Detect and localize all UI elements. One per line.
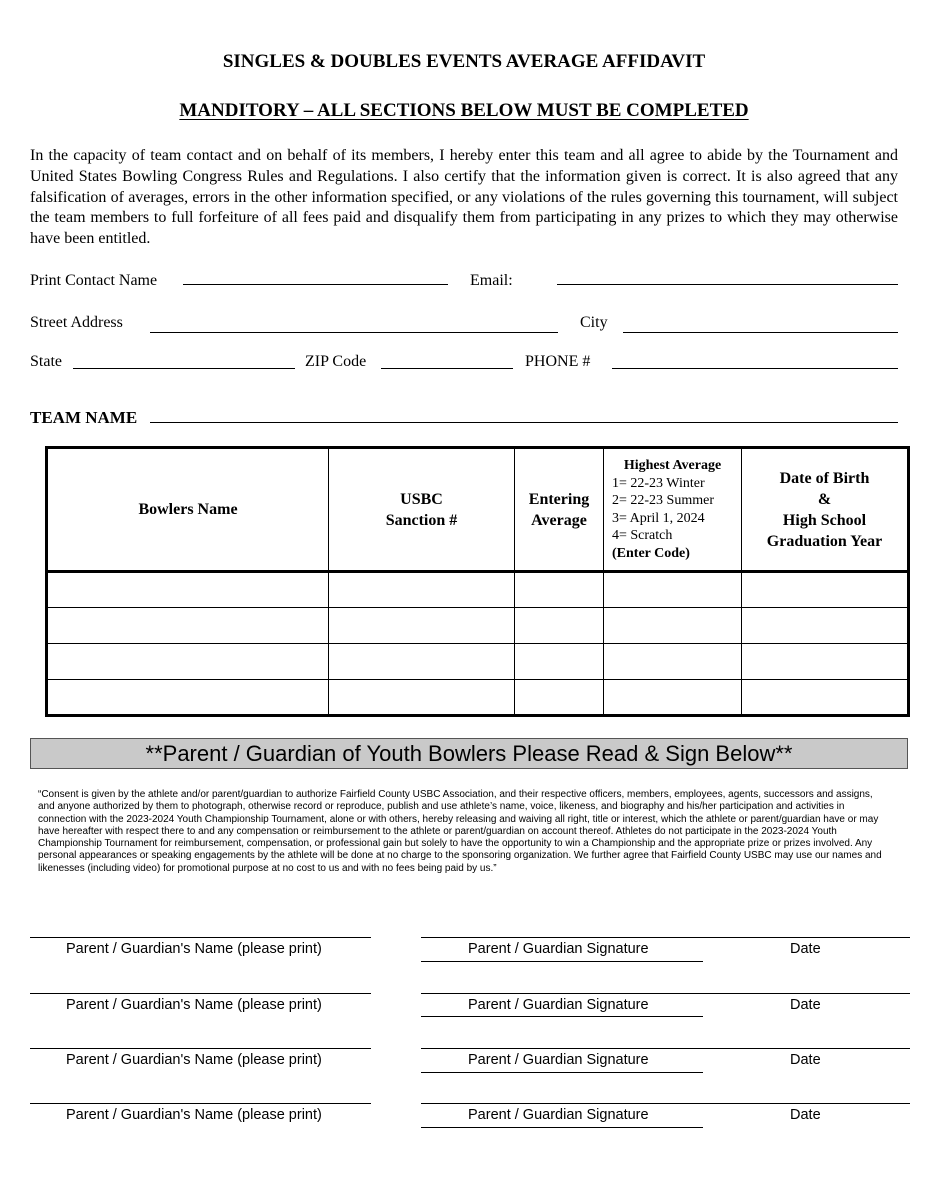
guardian-signature-label: Parent / Guardian Signature	[468, 997, 649, 1013]
city-label: City	[580, 314, 608, 331]
table-row	[47, 608, 909, 644]
entering-average-cell[interactable]	[515, 680, 604, 716]
guardian-name-label: Parent / Guardian's Name (please print)	[66, 941, 322, 957]
signature-underline	[421, 1072, 703, 1073]
guardian-name-line[interactable]	[30, 1103, 371, 1104]
dob-graduation-cell[interactable]	[742, 572, 909, 608]
contact-name-label: Print Contact Name	[30, 272, 158, 289]
zip-label: ZIP Code	[305, 353, 367, 370]
team-name-field[interactable]	[150, 422, 898, 423]
guardian-name-label: Parent / Guardian's Name (please print)	[66, 1107, 322, 1123]
signature-date-label: Date	[790, 1052, 821, 1068]
average-code-cell[interactable]	[604, 572, 742, 608]
sanction-number-cell[interactable]	[329, 644, 515, 680]
mandatory-notice	[0, 100, 928, 122]
signature-underline	[421, 1016, 703, 1017]
table-row	[47, 644, 909, 680]
signature-date-line[interactable]	[421, 1048, 910, 1049]
entering-average-header: Entering Average	[515, 448, 604, 572]
signature-underline	[421, 961, 703, 962]
sanction-number-cell[interactable]	[329, 572, 515, 608]
table-header-row	[47, 448, 909, 572]
city-field[interactable]	[623, 332, 898, 333]
signature-date-label: Date	[790, 941, 821, 957]
signature-date-line[interactable]	[421, 993, 910, 994]
guardian-name-line[interactable]	[30, 993, 371, 994]
signature-date-line[interactable]	[421, 937, 910, 938]
sanction-number-cell[interactable]	[329, 608, 515, 644]
guardian-name-line[interactable]	[30, 1048, 371, 1049]
street-address-field[interactable]	[150, 332, 558, 333]
signature-date-label: Date	[790, 997, 821, 1013]
table-row	[47, 680, 909, 716]
signature-underline	[421, 1127, 703, 1128]
sanction-number-cell[interactable]	[329, 680, 515, 716]
signature-date-label: Date	[790, 1107, 821, 1123]
email-field[interactable]	[557, 284, 898, 285]
entering-average-cell[interactable]	[515, 608, 604, 644]
table-row	[47, 572, 909, 608]
bowler-name-cell[interactable]	[47, 572, 329, 608]
dob-graduation-cell[interactable]	[742, 644, 909, 680]
bowlers-name-header: Bowlers Name	[47, 448, 329, 572]
guardian-name-label: Parent / Guardian's Name (please print)	[66, 997, 322, 1013]
consent-statement: “Consent is given by the athlete and/or parent/guardian to authorize Fairfield County USBC Association, and their respective officers, members, employees, agents, successors and assigns, and anyone authorized by them to photograph, otherwise record or reproduce, publish and use athlete’s name, voice, likeness, and biography and his/her participation and activities in connection with the 2023-2024 Youth Championship Tournament, alone or with others, hereby releasing and waiving all right, title or interest, which the athlete or parent/guardian have or may have hereafter with respect there to and any compensation or reimbursement to the athlete or parent/guardian on account thereof. Athletes do not participate in the 2023-2024 Youth Championship Tournament for reimbursement, compensation, or professional gain but solely to have the opportunity to win a Championship and the appropriate prize or prizes involved. Any personal appearances or speaking engagements by the athlete will be done at no charge to the sponsoring organization. We further agree that Fairfield County USBC may use our names and likenesses (including video) for promotional purpose at no cost to us and with no fees being paid by us.”	[38, 789, 882, 874]
phone-field[interactable]	[612, 368, 898, 369]
usbc-sanction-header: USBC Sanction #	[329, 448, 515, 572]
entering-average-cell[interactable]	[515, 572, 604, 608]
guardian-signature-label: Parent / Guardian Signature	[468, 1107, 649, 1123]
zip-field[interactable]	[381, 368, 513, 369]
guardian-name-label: Parent / Guardian's Name (please print)	[66, 1052, 322, 1068]
team-name-label: TEAM NAME	[30, 408, 138, 427]
dob-graduation-header: Date of Birth & High School Graduation Year	[742, 448, 909, 572]
form-title: SINGLES & DOUBLES EVENTS AVERAGE AFFIDAVIT	[222, 51, 706, 72]
mandatory-notice-text: MANDITORY – ALL SECTIONS BELOW MUST BE COMPLETED	[179, 100, 749, 121]
guardian-signature-label: Parent / Guardian Signature	[468, 1052, 649, 1068]
phone-label: PHONE #	[525, 353, 591, 370]
bowler-name-cell[interactable]	[47, 680, 329, 716]
average-code-cell[interactable]	[604, 680, 742, 716]
guardian-name-line[interactable]	[30, 937, 371, 938]
bowler-name-cell[interactable]	[47, 644, 329, 680]
contact-name-field[interactable]	[183, 284, 448, 285]
highest-average-header: Highest Average 1= 22-23 Winter 2= 22-23 Summer 3= April 1, 2024 4= Scratch (Enter Code)	[604, 448, 742, 572]
dob-graduation-cell[interactable]	[742, 608, 909, 644]
average-code-cell[interactable]	[604, 608, 742, 644]
guardian-banner: **Parent / Guardian of Youth Bowlers Please Read & Sign Below**	[30, 738, 908, 769]
signature-date-line[interactable]	[421, 1103, 910, 1104]
street-address-label: Street Address	[30, 314, 123, 331]
bowler-roster-table	[45, 446, 910, 717]
email-label: Email:	[470, 272, 513, 289]
bowler-name-cell[interactable]	[47, 608, 329, 644]
state-label: State	[30, 353, 62, 370]
state-field[interactable]	[73, 368, 295, 369]
average-code-cell[interactable]	[604, 644, 742, 680]
affidavit-statement: In the capacity of team contact and on behalf of its members, I hereby enter this team and all agree to abide by the Tournament and United States Bowling Congress Rules and Regulations. I also certify that the information given is correct. It is also agreed that any falsification of averages, errors in the other information specified, or any violations of the rules governing this tournament, will subject the team members to full forfeiture of all fees paid and disqualify them from participating in any prizes to which they may otherwise have been entitled.	[30, 147, 898, 248]
dob-graduation-cell[interactable]	[742, 680, 909, 716]
guardian-signature-label: Parent / Guardian Signature	[468, 941, 649, 957]
entering-average-cell[interactable]	[515, 644, 604, 680]
